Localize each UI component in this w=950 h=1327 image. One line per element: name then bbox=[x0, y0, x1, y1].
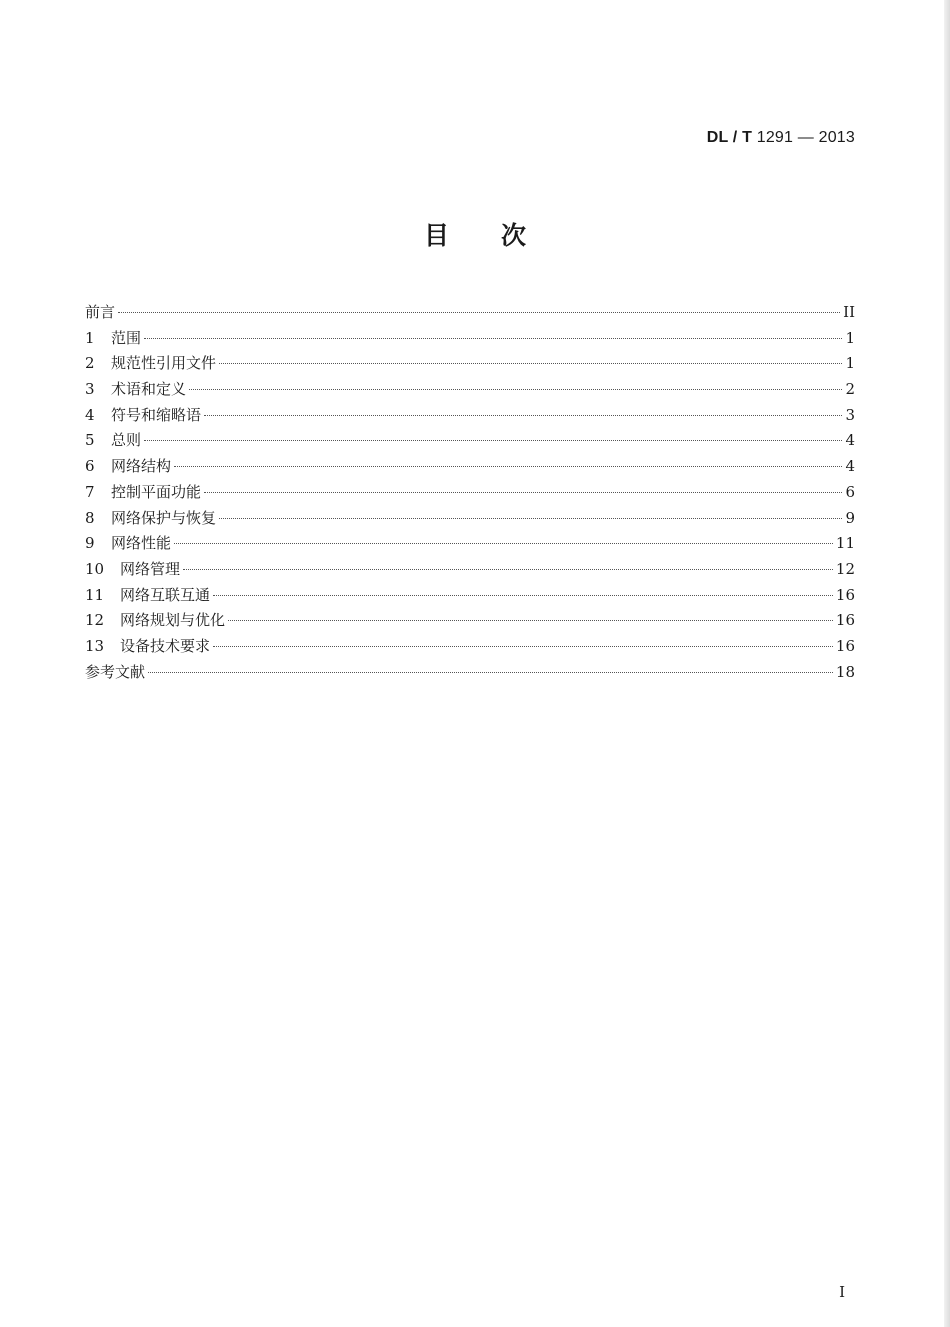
dot-leader bbox=[219, 363, 842, 364]
toc-entry-page: 1 bbox=[845, 354, 855, 373]
toc-entry-13[interactable] bbox=[85, 634, 855, 660]
dot-leader bbox=[183, 569, 833, 570]
dot-leader bbox=[144, 440, 842, 441]
dot-leader bbox=[228, 620, 833, 621]
toc-entry-label: 网络结构 bbox=[111, 457, 172, 476]
toc-entry-label: 术语和定义 bbox=[111, 380, 187, 399]
toc-entry-number: 1 bbox=[85, 328, 95, 347]
dot-leader bbox=[219, 518, 842, 519]
toc-entry-11[interactable] bbox=[85, 583, 855, 609]
toc-entry-label: 网络规划与优化 bbox=[120, 611, 226, 630]
toc-entry-number: 8 bbox=[85, 508, 95, 527]
dot-leader bbox=[189, 389, 842, 390]
toc-entry-page: 6 bbox=[845, 482, 855, 501]
toc-entry-7[interactable] bbox=[85, 480, 855, 506]
toc-entry-page: 2 bbox=[845, 380, 855, 399]
toc-entry-label: 网络保护与恢复 bbox=[111, 508, 217, 527]
toc-entry-8[interactable] bbox=[85, 506, 855, 532]
standard-prefix: DL / T bbox=[706, 129, 753, 146]
toc-entry-page: 18 bbox=[835, 662, 855, 681]
toc-entry-label: 网络性能 bbox=[111, 534, 172, 553]
toc-entry-label: 参考文献 bbox=[85, 662, 146, 681]
toc-entry-number: 6 bbox=[85, 457, 95, 476]
toc-entry-page: 4 bbox=[845, 431, 855, 450]
dot-leader bbox=[174, 466, 842, 467]
toc-entry-3[interactable] bbox=[85, 377, 855, 403]
toc-entry-number: 10 bbox=[85, 559, 105, 578]
toc-entry-page: 9 bbox=[845, 508, 855, 527]
standard-number: 1291 — 2013 bbox=[756, 129, 855, 146]
toc-entry-1[interactable] bbox=[85, 326, 855, 352]
toc-entry-label: 总则 bbox=[111, 431, 142, 450]
toc-heading bbox=[0, 216, 950, 252]
dot-leader bbox=[213, 595, 833, 596]
toc-entry-page: 3 bbox=[845, 405, 855, 424]
dot-leader bbox=[213, 646, 833, 647]
toc-entry-5[interactable] bbox=[85, 428, 855, 454]
toc-entry-label: 符号和缩略语 bbox=[111, 405, 202, 424]
toc-entry-label: 网络互联互通 bbox=[120, 585, 211, 604]
toc-entry-page: 16 bbox=[835, 585, 855, 604]
toc-entry-number: 11 bbox=[85, 585, 105, 604]
toc-entry-number: 2 bbox=[85, 354, 95, 373]
toc-entry-number: 13 bbox=[85, 636, 105, 655]
toc-entry-label: 规范性引用文件 bbox=[111, 354, 217, 373]
toc-entry-label: 设备技术要求 bbox=[120, 636, 211, 655]
toc-heading-char-2: 次 bbox=[501, 221, 527, 250]
toc-entry-page: 4 bbox=[845, 457, 855, 476]
dot-leader bbox=[204, 492, 842, 493]
dot-leader bbox=[144, 338, 842, 339]
toc-entry-label: 前言 bbox=[85, 303, 116, 321]
toc-entry-6[interactable] bbox=[85, 454, 855, 480]
toc-entry-label: 控制平面功能 bbox=[111, 482, 202, 501]
toc-entry-number: 7 bbox=[85, 482, 95, 501]
toc-entry-number: 12 bbox=[85, 611, 105, 630]
toc-entry-2[interactable] bbox=[85, 351, 855, 377]
toc-entry-number: 5 bbox=[85, 431, 95, 450]
toc-entry-4[interactable] bbox=[85, 403, 855, 429]
dot-leader bbox=[118, 312, 840, 313]
scan-edge-shadow bbox=[944, 0, 950, 1327]
table-of-contents bbox=[85, 300, 855, 685]
page-number: I bbox=[839, 1283, 845, 1301]
toc-entry-number: 4 bbox=[85, 405, 95, 424]
toc-entry-page: 11 bbox=[835, 534, 855, 553]
dot-leader bbox=[204, 415, 842, 416]
toc-entry-label: 范围 bbox=[111, 328, 142, 347]
toc-entry-number: 3 bbox=[85, 380, 95, 399]
toc-entry-page: II bbox=[843, 303, 855, 321]
toc-entry-12[interactable] bbox=[85, 608, 855, 634]
toc-entry-page: 16 bbox=[835, 636, 855, 655]
toc-entry-9[interactable] bbox=[85, 531, 855, 557]
toc-entry-10[interactable] bbox=[85, 557, 855, 583]
toc-entry-page: 1 bbox=[845, 328, 855, 347]
toc-entry-page: 12 bbox=[835, 559, 855, 578]
dot-leader bbox=[148, 672, 833, 673]
toc-entry-number: 9 bbox=[85, 534, 95, 553]
toc-entry-page: 16 bbox=[835, 611, 855, 630]
toc-entry-label: 网络管理 bbox=[120, 559, 181, 578]
toc-heading-char-1: 目 bbox=[423, 221, 449, 250]
standard-code bbox=[707, 129, 855, 147]
toc-entry-references[interactable] bbox=[85, 660, 855, 686]
toc-entry-foreword[interactable] bbox=[85, 300, 855, 326]
dot-leader bbox=[174, 543, 833, 544]
